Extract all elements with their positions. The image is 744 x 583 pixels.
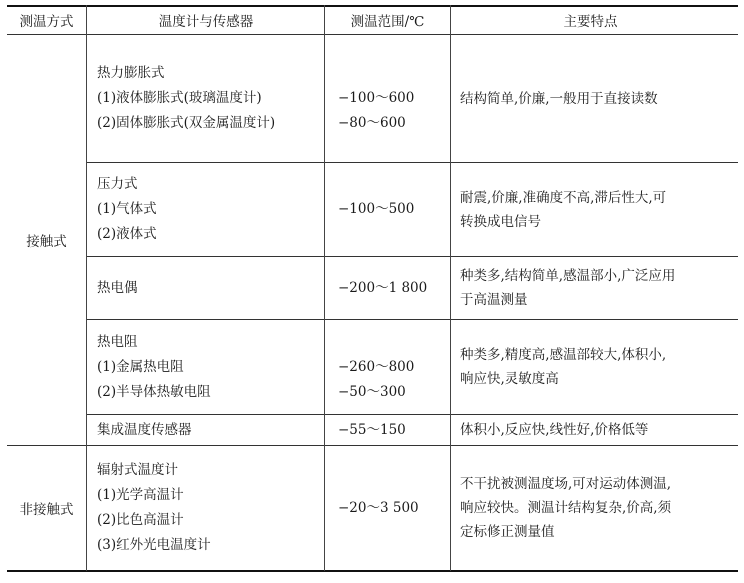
sensor-line: 热电偶	[97, 279, 138, 296]
feature-line: 种类多,精度高,感温部较大,体积小,	[460, 347, 667, 363]
sensor-line: 热电阻	[97, 333, 138, 350]
sensor-line: (1)液体膨胀式(玻璃温度计)	[97, 90, 262, 106]
header-features: 主要特点	[563, 14, 618, 30]
range-value: −55～150	[338, 421, 406, 438]
table-row	[7, 257, 738, 319]
sensor-line: (2)固体膨胀式(双金属温度计)	[97, 115, 276, 131]
range-value: −100～600	[338, 90, 415, 106]
method-contact: 接触式	[26, 234, 67, 250]
sensor-line: (2)半导体热敏电阻	[97, 383, 211, 400]
header-range: 测温范围/℃	[350, 14, 425, 30]
feature-line: 不干扰被测温度场,可对运动体测温,	[460, 476, 672, 492]
feature-line: 定标修正测量值	[460, 524, 555, 540]
header-method: 测温方式	[19, 14, 74, 30]
method-non-contact: 非接触式	[19, 502, 74, 518]
table-row	[7, 163, 738, 256]
sensor-line: (3)红外光电温度计	[97, 537, 211, 553]
feature-line: 转换成电信号	[460, 213, 541, 230]
range-value: −20～3 500	[338, 499, 419, 516]
feature-line: 响应较快。测温计结构复杂,价高,须	[460, 500, 672, 516]
table-row	[7, 446, 738, 570]
feature-line: 种类多,结构简单,感温部小,广泛应用	[460, 268, 676, 284]
sensor-line: (1)金属热电阻	[97, 358, 184, 375]
table-row	[7, 320, 738, 414]
sensor-line: (1)气体式	[97, 201, 157, 217]
feature-line: 响应快,灵敏度高	[460, 371, 559, 387]
range-value: −100～500	[338, 201, 415, 217]
sensor-line: (1)光学高温计	[97, 487, 184, 503]
sensor-line: (2)液体式	[97, 226, 157, 242]
header-sensor: 温度计与传感器	[158, 14, 254, 30]
range-value: −260～800	[338, 358, 415, 375]
feature-line: 体积小,反应快,线性好,价格低等	[460, 422, 649, 438]
sensor-line: (2)比色高温计	[97, 512, 184, 528]
sensor-line: 集成温度传感器	[97, 421, 192, 438]
table-row	[7, 415, 738, 445]
sensor-line: 辐射式温度计	[97, 462, 178, 478]
feature-line: 于高温测量	[460, 292, 528, 308]
table-bottom-rule	[7, 570, 738, 572]
feature-line: 结构简单,价廉,一般用于直接读数	[460, 90, 658, 107]
feature-line: 耐震,价廉,准确度不高,滞后性大,可	[460, 189, 667, 206]
range-value: −80～600	[338, 115, 406, 131]
sensor-line: 压力式	[97, 176, 138, 192]
sensor-line: 热力膨胀式	[97, 65, 165, 81]
table-row	[7, 35, 738, 162]
range-value: −200～1 800	[338, 279, 428, 296]
range-value: −50～300	[338, 383, 406, 400]
header-row	[7, 6, 738, 34]
